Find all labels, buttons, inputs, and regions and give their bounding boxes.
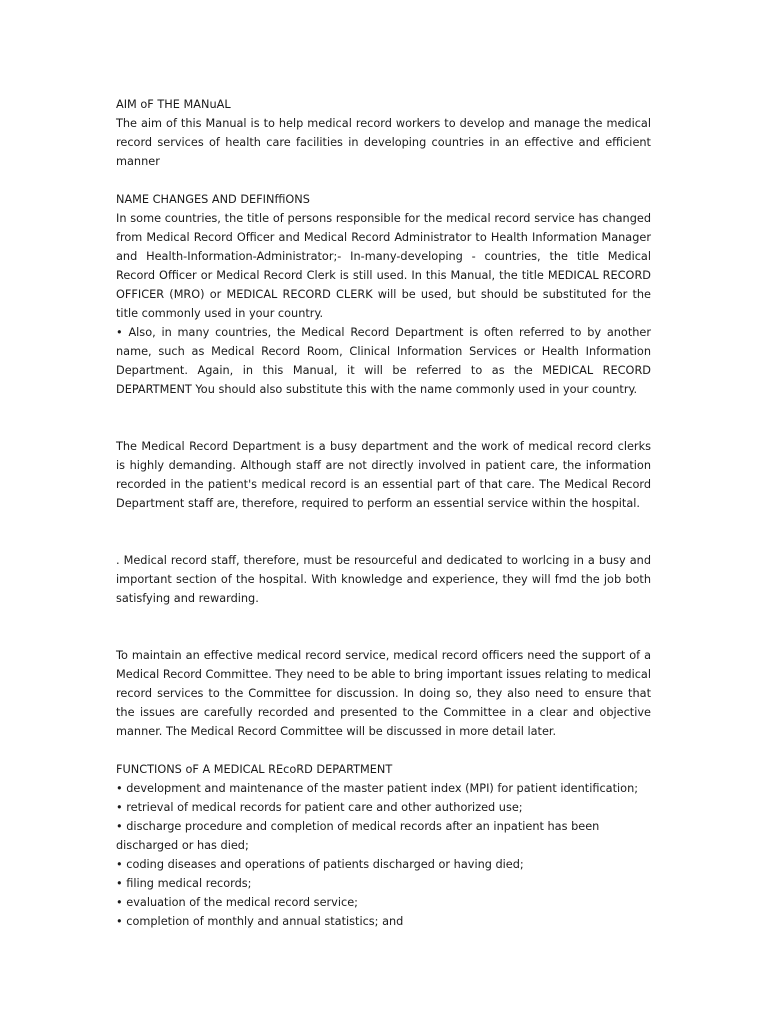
spacer <box>116 741 651 760</box>
staff-paragraph: . Medical record staff, therefore, must be resourceful and dedicated to worlcing in a busy and important section of the hospital. With knowledge and experience, they will fmd the job both satisfying and rewarding. <box>116 554 651 605</box>
aim-paragraph: The aim of this Manual is to help medical record workers to develop and manage the medical record services of health care facilities in developing countries in an effective and efficient manner <box>116 117 651 168</box>
spacer <box>116 513 651 551</box>
department-paragraph: The Medical Record Department is a busy department and the work of medical record clerks is highly demanding. Although staff are not directly involved in patient care, the information recorded in the patient's medical record is an essential part of that care. The Medical Record Department staff are, therefore, required to perform an essential service within the hospital. <box>116 440 651 510</box>
spacer <box>116 399 651 437</box>
committee-paragraph: To maintain an effective medical record service, medical record officers need the support of a Medical Record Committee. They need to be able to bring important issues relating to medical record services to the Committee for discussion. In doing so, they also need to ensure that the issues are carefully recorded and presented to the Committee in a clear and objective manner. The Medical Record Committee will be discussed in more detail later. <box>116 649 651 738</box>
spacer <box>116 171 651 190</box>
department-name-paragraph: • Also, in many countries, the Medical Record Department is often referred to by another name, such as Medical Record Room, Clinical Information Services or Health Information Department. Again, in this Manual, it will be referred to as the MEDICAL RECORD DEPARTMENT You should also substitute this with the name commonly used in your country. <box>116 326 651 396</box>
aim-heading: AIM oF THE MANuAL <box>116 98 231 111</box>
functions-list-item: • retrieval of medical records for patient care and other authorized use; <box>116 801 523 814</box>
functions-list-item: • discharge procedure and completion of medical records after an inpatient has been discharged or has died; <box>116 820 600 852</box>
functions-list-item: • completion of monthly and annual statistics; and <box>116 915 404 928</box>
functions-list-item: • filing medical records; <box>116 877 252 890</box>
name-changes-heading: NAME CHANGES AND DEFINffiONS <box>116 193 310 206</box>
functions-heading: FUNCTIONS oF A MEDICAL REcoRD DEPARTMENT <box>116 763 393 776</box>
document-page <box>116 95 651 931</box>
functions-list-item: • development and maintenance of the master patient index (MPI) for patient identification; <box>116 782 639 795</box>
spacer <box>116 608 651 646</box>
functions-list-item: • coding diseases and operations of patients discharged or having died; <box>116 858 524 871</box>
functions-list-item: • evaluation of the medical record service; <box>116 896 358 909</box>
functions-list <box>116 779 651 931</box>
name-changes-paragraph: In some countries, the title of persons responsible for the medical record service has changed from Medical Record Officer and Medical Record Administrator to Health Information Manager and Health-Information-Administrator;- In-many-developing - countries, the title Medical Record Officer or Medical Record Clerk is still used. In this Manual, the title MEDICAL RECORD OFFICER (MRO) or MEDICAL RECORD CLERK will be used, but should be substituted for the title commonly used in your country. <box>116 212 651 320</box>
